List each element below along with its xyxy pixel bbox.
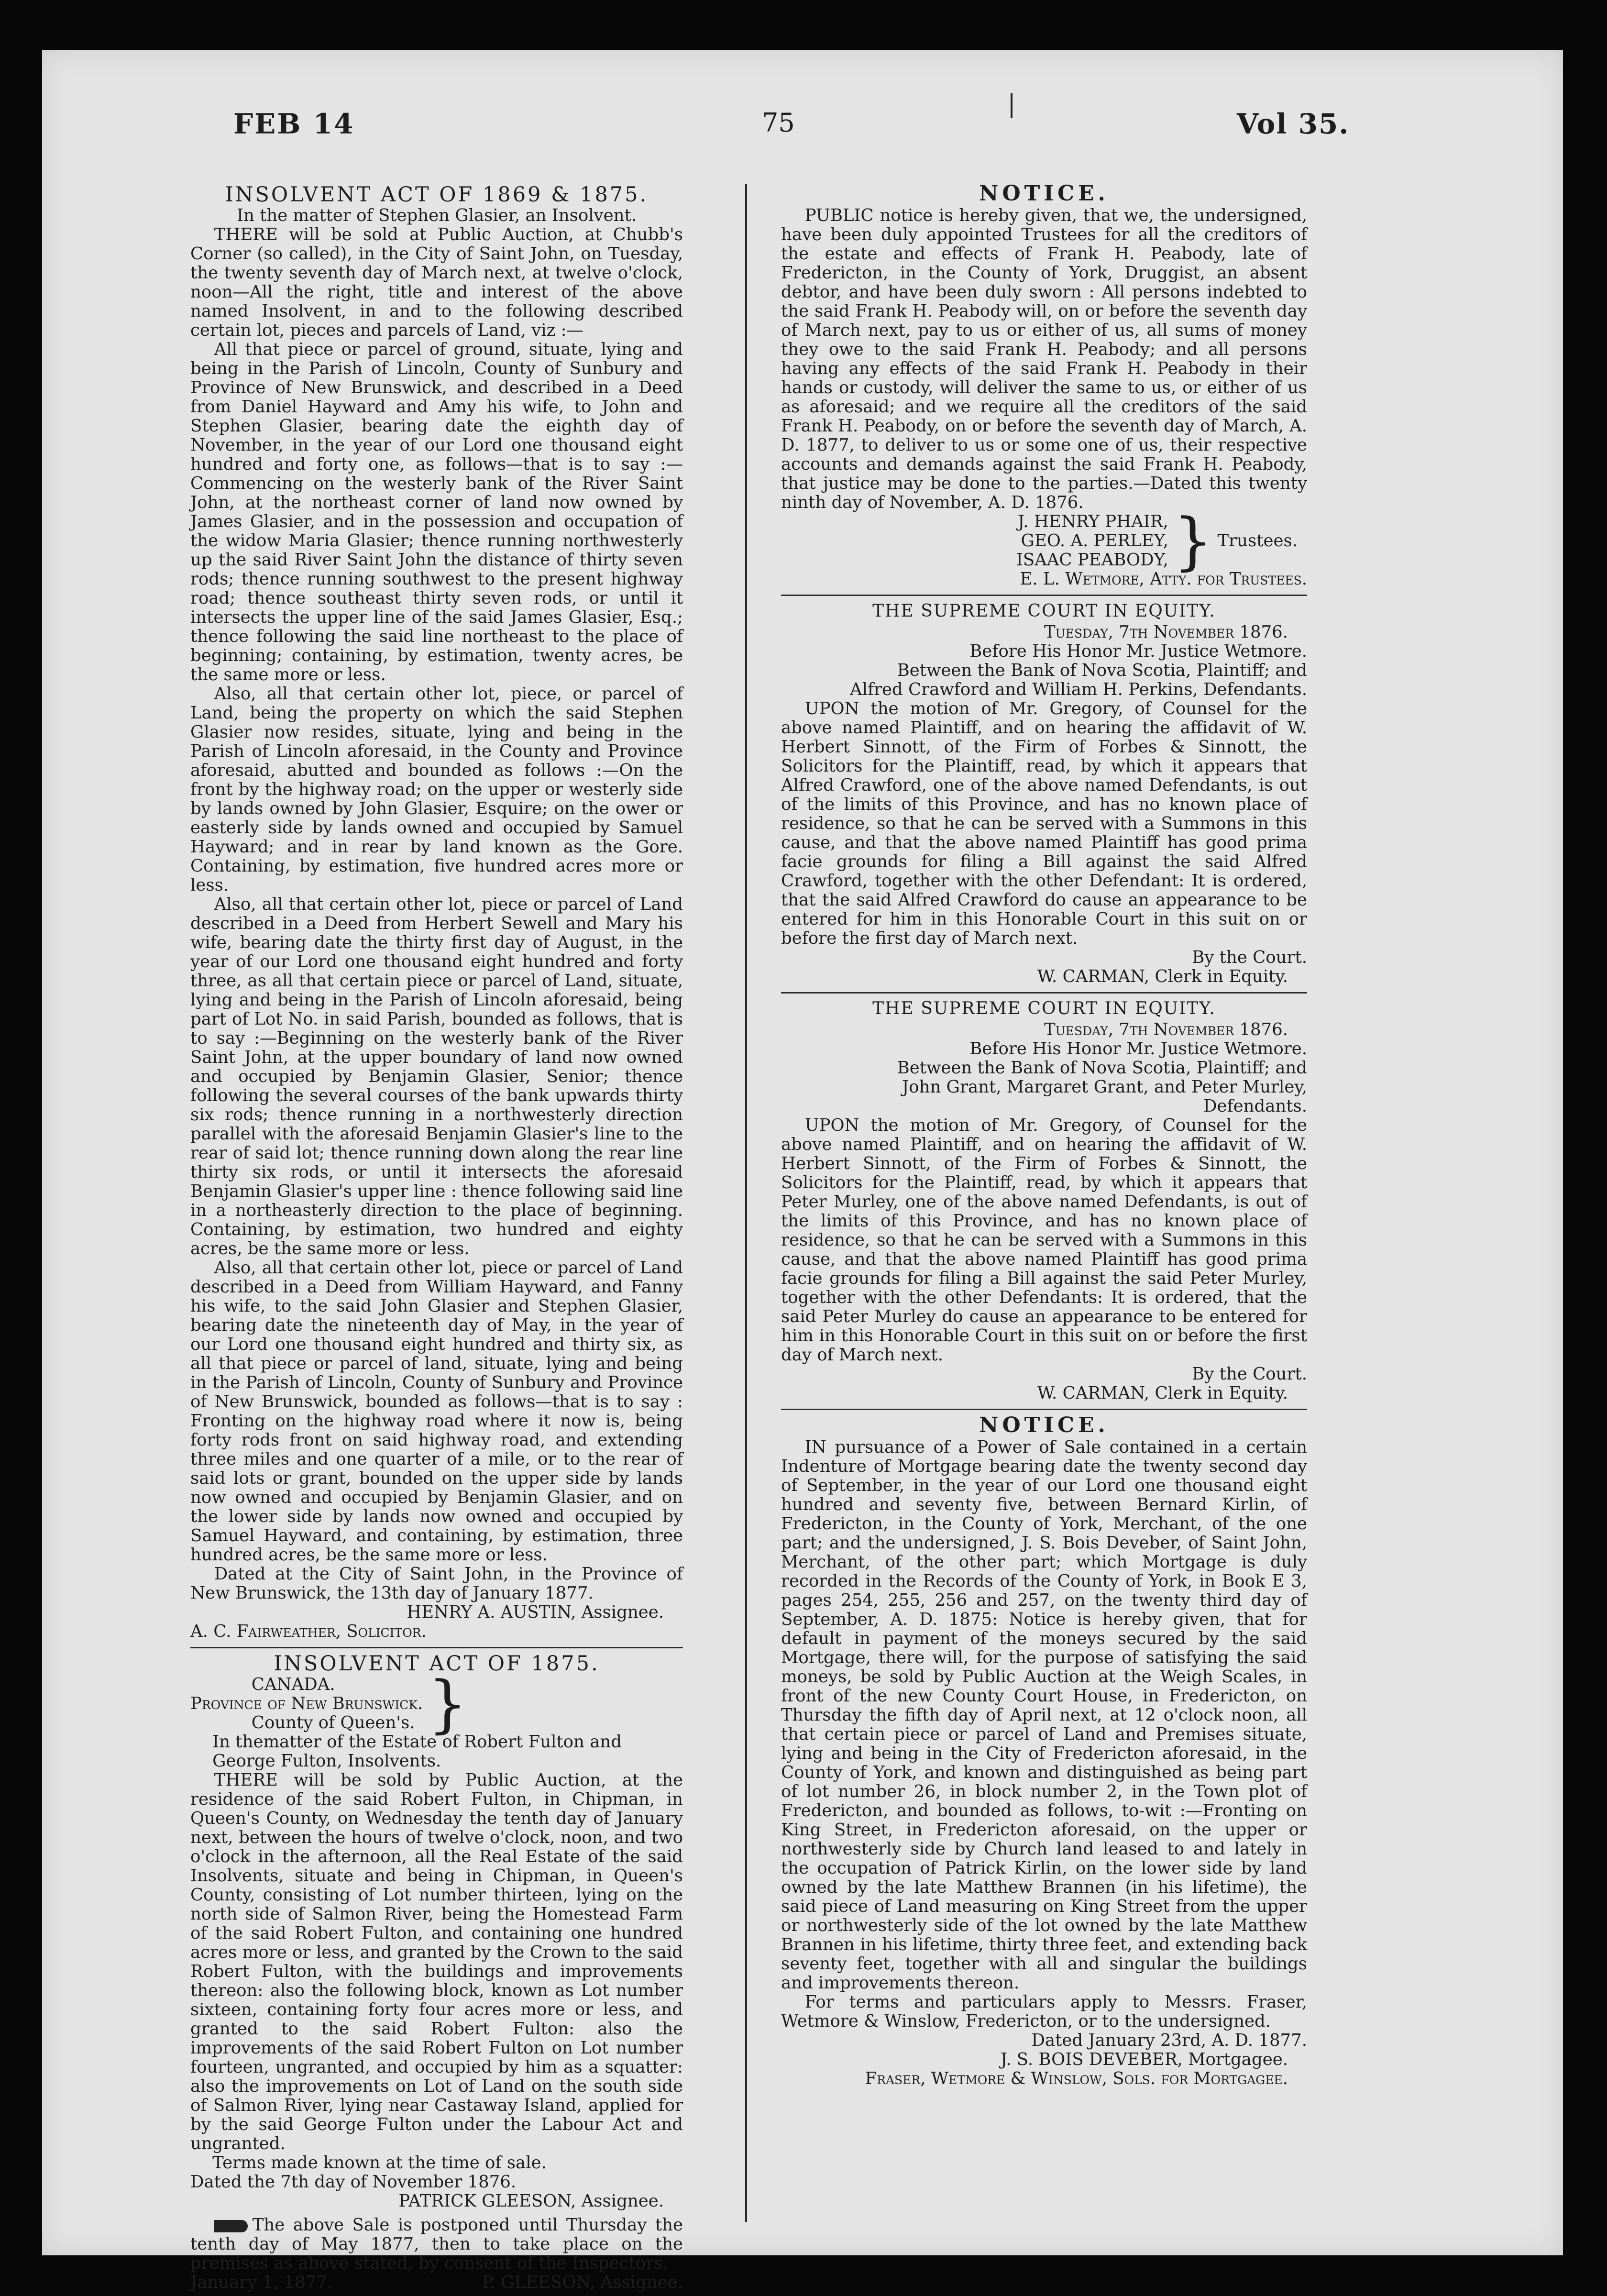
insolvent-act-ad-glasier <box>190 185 683 1641</box>
volume-header: Vol 35. <box>1237 108 1350 140</box>
terms-line: For terms and particulars apply to Messrs. Fraser, Wetmore & Winslow, Fredericton, or to the undersigned. <box>781 1992 1307 2031</box>
court-paragraph: UPON the motion of Mr. Gregory, of Counsel for the above named Plaintiff, and on hearing the affidavit of W. Herbert Sinnott, of the Firm of Forbes & Sinnott, the Solicitors for the Plaintiff, read, by which it appears that Peter Murley, one of the above named Defendants, is out of the limits of this Province, and has no known place of residence, so that he can be served with a Summons in this cause, and that the above named Plaintiff has good prima facie grounds for filing a Bill against the said Peter Murley, together with the other Defendants: It is ordered, that the said Peter Murley do cause an appearance to be entered for him in this Honorable Court in this suit on or before the first day of March next. <box>781 1115 1307 1365</box>
venue-line: CANADA. <box>251 1675 335 1694</box>
ad-title: INSOLVENT ACT OF 1875. <box>274 1652 600 1676</box>
final-dateline <box>190 2273 683 2292</box>
ad-title: INSOLVENT ACT OF 1869 & 1875. <box>225 183 649 207</box>
ad-paragraph: Also, all that certain other lot, piece or parcel of Land described in a Deed from William Hayward, and Fanny his wife, to the said John Glasier and Stephen Glasier, bearing date the nineteenth day of May, in the year of our Lord one thousand eight hundred and thirty six, as all that piece or parcel of land, situate, lying and being in the Parish of Lincoln, County of Sunbury and Province of New Brunswick, bounded as follows—that is to say : Fronting on the highway road where it now is, being forty rods front on said highway road, and extending three miles and one quarter of a mile, or to the rear of said lots or grant, bounded on the upper side by lands now owned and occupied by Benjamin Glasier, and on the lower side by lands now owned and occupied by Samuel Hayward, and containing, by estimation, three hundred acres, be the same more or less. <box>190 1258 683 1565</box>
notice-paragraph: PUBLIC notice is hereby given, that we, the undersigned, have been duly appointed Trustees for all the creditors of the estate and effects of Frank H. Peabody, late of Fredericton, in the County of York, Druggist, an absent debtor, and have been duly sworn : All persons indebted to the said Frank H. Peabody will, on or before the seventh day of March next, pay to us or either of us, all sums of money they owe to the said Frank H. Peabody; and all persons having any effects of the said Frank H. Peabody in their hands or custody, will deliver the same to us, or either of us as aforesaid; and we require all the creditors of the said Frank H. Peabody, on or before the seventh day of March, A. D. 1877, to deliver to us or some one of us, their respective accounts and demands against the said Frank H. Peabody, that justice may be done to the parties.—Dated this twenty ninth day of November, A. D. 1876. <box>781 206 1307 512</box>
ad-paragraph: All that piece or parcel of ground, situate, lying and being in the Parish of Lincoln, County of Sunbury and Province of New Brunswick, and described in a Deed from Daniel Hayward and Amy his wife, to John and Stephen Glasier, bearing date the eighth day of November, in the year of our Lord one thousand eight hundred and forty one, as follows—that is to say :—Commencing on the westerly bank of the River Saint John, at the northeast corner of land now owned by James Glasier, and in the possession and occupation of the widow Maria Glasier; thence running northwesterly up the said River Saint John the distance of thirty seven rods; thence running southwest to the present highway road; thence southeast thirty seven rods, or until it intersects the upper line of the said James Glasier, Esq.; thence following the said line northeast to the place of beginning; containing, by estimation, twenty acres, be the same more or less. <box>190 340 683 684</box>
court-title: THE SUPREME COURT IN EQUITY. <box>872 999 1216 1018</box>
brace-glyph: } <box>428 1667 468 1740</box>
notice-title: NOTICE. <box>979 181 1109 206</box>
terms-line: Terms made known at the time of sale. <box>212 2153 547 2173</box>
by-the-court: By the Court. <box>1192 948 1307 967</box>
court-between: Alfred Crawford and William H. Perkins, Defendants. <box>849 680 1307 699</box>
final-signature: P. GLEESON, Assignee. <box>482 2273 683 2292</box>
postponed-notice <box>190 2216 683 2273</box>
court-between: Between the Bank of Nova Scotia, Plaintiff; and <box>897 1058 1307 1078</box>
court-notice-murley <box>781 999 1307 1403</box>
ad-paragraph: THERE will be sold by Public Auction, at the residence of the said Robert Fulton, in Chipman, in Queen's County, on Wednesday the tenth day of January next, between the hours of twelve o'clock, noon, and two o'clock in the afternoon, all the Real Estate of the said Insolvents, situate and being in Chipman, in Queen's County, consisting of Lot number thirteen, lying on the north side of Salmon River, being the Homestead Farm of the said Robert Fulton, and containing one hundred acres more or less, and granted by the Crown to the said Robert Fulton, with the buildings and improvements thereon: also the following block, known as Lot number sixteen, containing forty four acres more or less, and granted to the said Robert Fulton: also the improvements of the said Robert Fulton on Lot number fourteen, ungranted, and occupied by him as a squatter: also the improvements on Lot of Land on the south side of Salmon River, lying near Castaway Island, applied for by the said George Fulton under the Labour Act and ungranted. <box>190 1770 683 2153</box>
page-date-header: FEB 14 <box>233 108 355 140</box>
trustee-name: GEO. A. PERLEY, <box>1021 531 1168 551</box>
court-title: THE SUPREME COURT IN EQUITY. <box>872 601 1216 621</box>
left-column <box>190 184 683 2292</box>
ad-paragraph: Dated at the City of Saint John, in the Province of New Brunswick, the 13th day of January 1877. <box>190 1564 683 1603</box>
court-between: Between the Bank of Nova Scotia, Plaintiff; and <box>897 661 1307 680</box>
newspaper-page <box>42 50 1563 2292</box>
by-the-court: By the Court. <box>1192 1364 1307 1384</box>
attorney-line: E. L. Wetmore, Atty. for Trustees. <box>1020 569 1307 589</box>
assignee-signature: PATRICK GLEESON, Assignee. <box>398 2191 664 2211</box>
notice-paragraph: IN pursuance of a Power of Sale contained in a certain Indenture of Mortgage bearing date the twenty second day of September, in the year of our Lord one thousand eight hundred and seventy five, between Bernard Kirlin, of Fredericton, in the County of York, Merchant, of the one part; and the undersigned, J. S. Bois Deveber, of Saint John, Merchant, of the other part; which Mortgage is duly recorded in the Records of the County of York, in Book E 3, pages 254, 255, 256 and 257, on the twenty third day of September, A. D. 1875: Notice is hereby given, that for default in payment of the moneys secured by the said Mortgage, there will, for the purpose of satisfying the said moneys, be sold by Public Auction at the Weigh Scales, in front of the new County Court House, in Fredericton, on Thursday the fifth day of April next, at 12 o'clock noon, all that certain piece or parcel of Land and Premises situate, lying and being in the City of Fredericton aforesaid, in the County of York, and known and distinguished as being part of lot number 26, in block number 2, in the Town plot of Fredericton, and bounded as follows, to-wit :—Fronting on King Street, in Fredericton aforesaid, on the upper or northwesterly side by Church land leased to and lately in the occupation of Patrick Kirlin, on the lower side by land owned by the late Matthew Brannen (in his lifetime), the said piece of Land measuring on King Street from the upper or northwesterly side of the lot owned by the late Matthew Brannen in his lifetime, thirty three feet, and extending back seventy feet, together with all and singular the buildings and improvements thereon. <box>781 1437 1307 1993</box>
insolvent-act-ad-fulton <box>190 1654 683 2292</box>
dated-line: Dated January 23rd, A. D. 1877. <box>1031 2031 1307 2050</box>
page-number: 75 <box>762 108 795 138</box>
court-paragraph: UPON the motion of Mr. Gregory, of Counsel for the above named Plaintiff, and on hearing the affidavit of W. Herbert Sinnott, of the Firm of Forbes & Sinnott, the Solicitors for the Plaintiff, read, by which it appears that Alfred Crawford, one of the above named Defendants, is out of the limits of this Province, and has no known place of residence, so that he can be served with a Summons in this cause, and that the above named Plaintiff has good prima facie grounds for filing a Bill against the said Alfred Crawford, together with the other Defendant: It is ordered, that the said Alfred Crawford do cause an appearance to be entered for him in this Honorable Court in this suit on or before the first day of March next. <box>781 699 1307 948</box>
clerk-signature: W. CARMAN, Clerk in Equity. <box>1037 1383 1288 1403</box>
ink-mark <box>1011 93 1013 118</box>
court-judge: Before His Honor Mr. Justice Wetmore. <box>969 641 1307 661</box>
court-date: Tuesday, 7th November 1876. <box>1044 1020 1288 1039</box>
section-rule <box>190 1647 683 1648</box>
mortgage-notice <box>781 1413 1307 2088</box>
assignee-signature: HENRY A. AUSTIN, Assignee. <box>407 1602 664 1622</box>
pointing-hand-icon <box>214 2220 248 2232</box>
venue-block <box>190 1667 683 1740</box>
ad-paragraph: Also, all that certain other lot, piece or parcel of Land described in a Deed from Herbert Sewell and Mary his wife, bearing date the thirty first day of August, in the year of our Lord one thousand eight hundred and forty three, as all that certain piece or parcel of Land, situate, lying and being in the Parish of Lincoln aforesaid, being part of Lot No. in said Parish, bounded as follows, that is to say :—Beginning on the westerly bank of the River Saint John, at the upper boundary of land now owned and occupied by Benjamin Glasier, Senior; thence following the several courses of the bank upwards thirty six rods; thence running in a northwesterly direction parallel with the aforesaid Benjamin Glasier's line to the rear of said lot; thence running down along the rear line thirty six rods, or until it intersects the aforesaid Benjamin Glasier's upper line : thence following said line in a northeasterly direction to the place of beginning. Containing, by estimation, two hundred and eighty acres, be the same more or less. <box>190 894 683 1258</box>
court-notice-crawford <box>781 602 1307 986</box>
trustees-block <box>781 505 1307 577</box>
solicitors-line: Fraser, Wetmore & Winslow, Sols. for Mortgagee. <box>865 2069 1288 2088</box>
section-rule <box>781 595 1307 596</box>
trustee-name: ISAAC PEABODY, <box>1016 550 1168 570</box>
notice-title: NOTICE. <box>979 1413 1109 1437</box>
clerk-signature: W. CARMAN, Clerk in Equity. <box>1037 967 1288 986</box>
solicitor-line: A. C. Fairweather, Solicitor. <box>190 1622 427 1641</box>
ad-paragraph: Also, all that certain other lot, piece, or parcel of Land, being the property on which the said Stephen Glasier now resides, situate, lying and being in the Parish of Lincoln aforesaid, in the County and Province aforesaid, abutted and bounded as follows :—On the front by the highway road; on the upper or westerly side by lands owned by John Glasier, Esquire; on the ower or easterly side by lands owned and occupied by Samuel Hayward; and in rear by land known as the Gore. Containing, by estimation, five hundred acres more or less. <box>190 684 683 895</box>
court-judge: Before His Honor Mr. Justice Wetmore. <box>969 1039 1307 1059</box>
dated-line: Dated the 7th day of November 1876. <box>190 2172 517 2192</box>
right-column <box>781 181 1307 2088</box>
trustees-notice <box>781 181 1307 589</box>
venue-line: County of Queen's. <box>251 1713 415 1733</box>
ad-matter: In thematter of the Estate of Robert Fulton and George Fulton, Insolvents. <box>212 1732 622 1771</box>
column-divider <box>745 184 747 2222</box>
mortgagee-signature: J. S. BOIS DEVEBER, Mortgagee. <box>1000 2050 1288 2069</box>
postponed-text: The above Sale is postponed until Thursday the tenth day of May 1877, then to take place on the premises as above stated, by consent of the Inspectors. <box>190 2215 683 2273</box>
court-date: Tuesday, 7th November 1876. <box>1044 622 1288 642</box>
section-rule <box>781 992 1307 993</box>
ad-matter: In the matter of Stephen Glasier, an Insolvent. <box>236 206 637 225</box>
final-date: January 1, 1877. <box>190 2273 333 2292</box>
trustee-name: J. HENRY PHAIR, <box>1017 512 1168 531</box>
ad-paragraph: THERE will be sold at Public Auction, at Chubb's Corner (so called), in the City of Saint John, on Tuesday, the twenty seventh day of March next, at twelve o'clock, noon—All the right, title and interest of the above named Insolvent, in and to the following described certain lot, pieces and parcels of Land, viz :— <box>190 225 683 340</box>
brace-glyph: } <box>1173 505 1213 577</box>
court-between: John Grant, Margaret Grant, and Peter Murley, Defendants. <box>902 1077 1307 1116</box>
section-rule <box>781 1409 1307 1410</box>
venue-line: Province of New Brunswick. <box>190 1694 423 1713</box>
trustees-label: Trustees. <box>1217 531 1298 551</box>
